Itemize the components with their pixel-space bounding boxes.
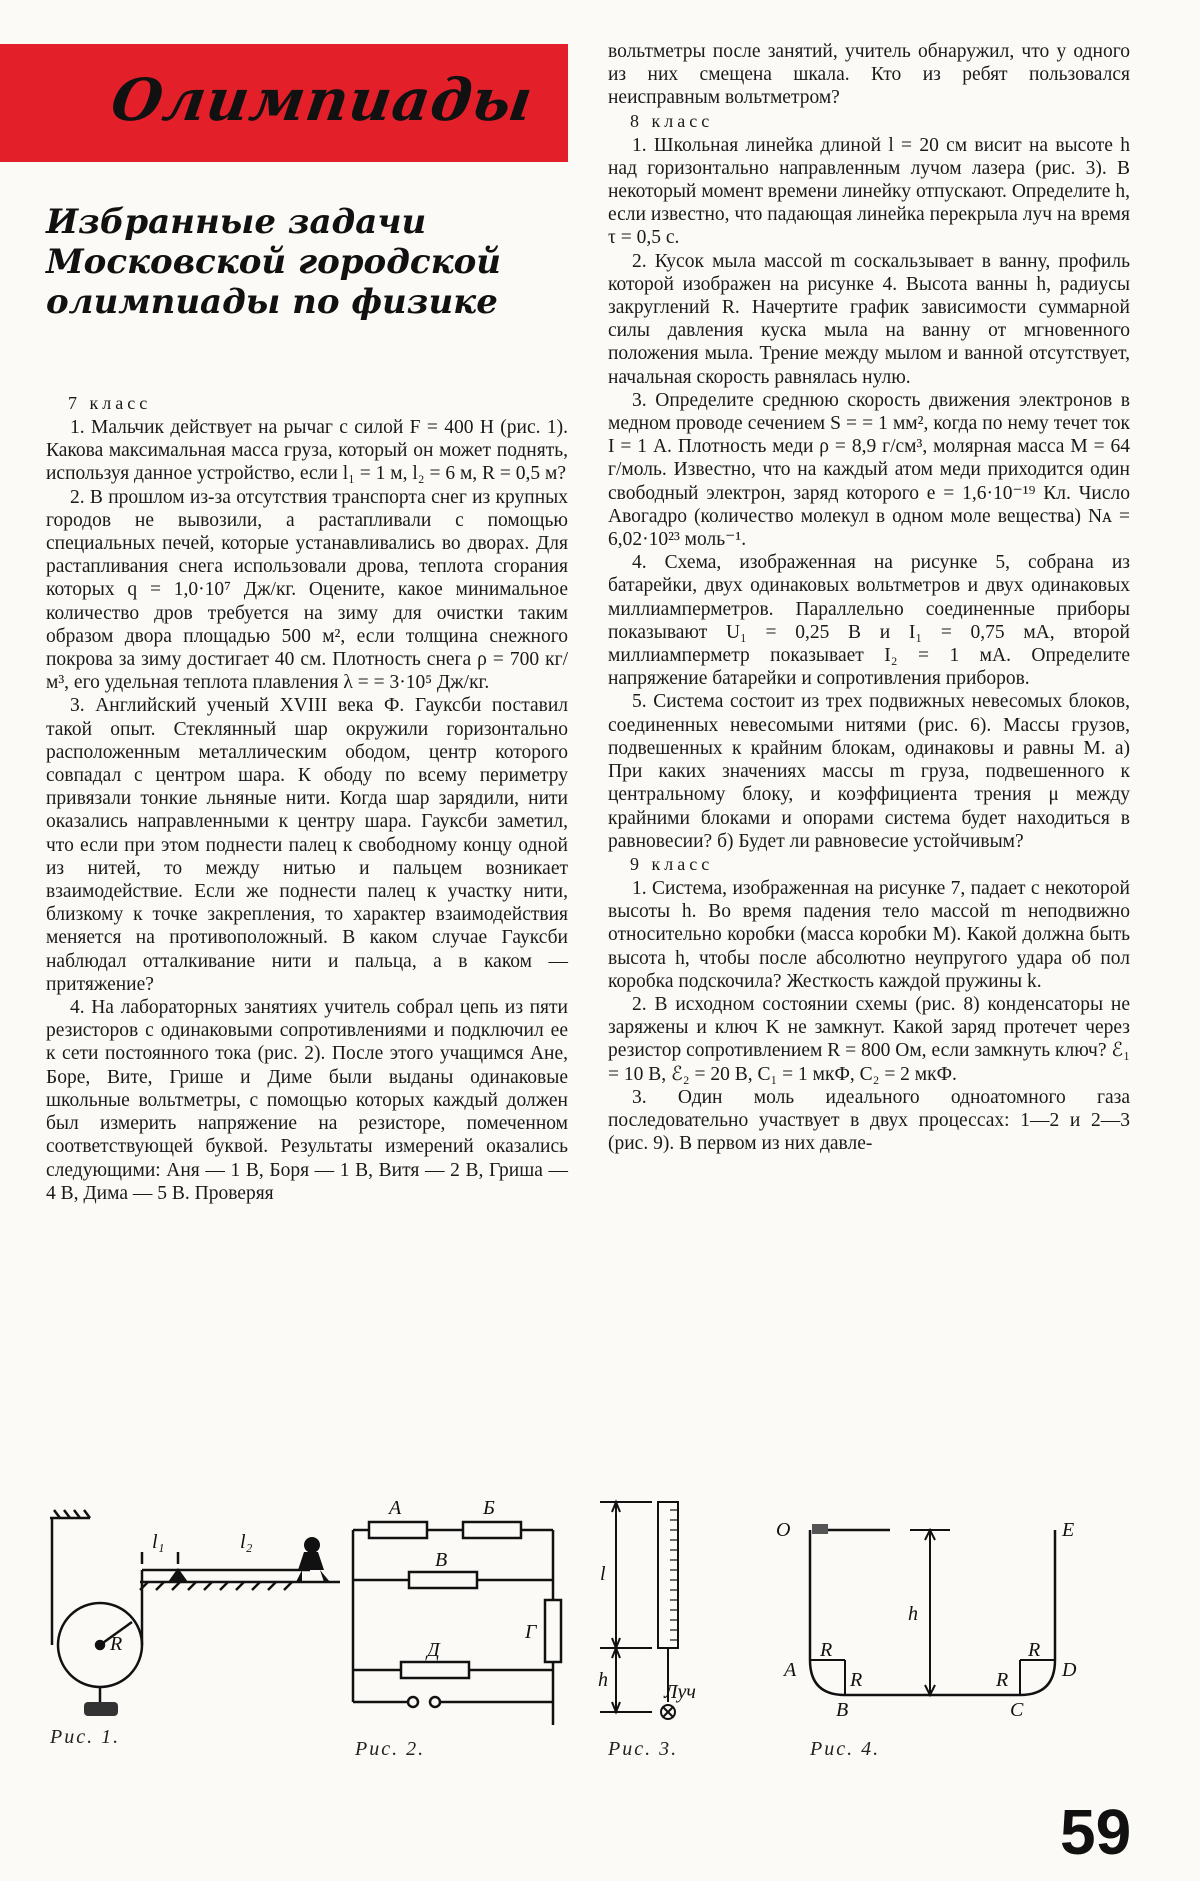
figure-4-label-R3: R bbox=[996, 1669, 1009, 1691]
article-title: Избранные задачи Московской городской олимпиады по физике bbox=[46, 202, 501, 322]
figure-4-label-R4: R bbox=[1028, 1639, 1041, 1661]
figure-4-label-D: D bbox=[1062, 1659, 1077, 1681]
figure-4-label-O: O bbox=[776, 1519, 791, 1541]
problem-9-2: 2. В исходном состоянии схемы (рис. 8) конденсаторы не заряжены и ключ K не замкнут. Какой заряд протечет через резистор сопротивлением R = 800 Ом, если замкнуть ключ? ℰ₁ = 10 В, ℰ₂ = 20 В, C₁ = 1 мкФ, C₂ = 2 мкФ. bbox=[608, 993, 1130, 1085]
figure-4-label-R1: R bbox=[820, 1639, 833, 1661]
figure-3-label-l: l bbox=[600, 1563, 606, 1585]
figure-1 bbox=[40, 1490, 340, 1748]
figure-4-label-A: A bbox=[784, 1659, 797, 1681]
figure-4-drawing bbox=[770, 1490, 1090, 1725]
problem-8-4: 4. Схема, изображенная на рисунке 5, собрана из батарейки, двух одинаковых вольтметров и двух одинаковых миллиамперметров. Параллельно соединенные приборы показывают U₁ = 0,25 В и I₁ = 0,75 мА, второй миллиамперметр показывает I₂ = 1 мА. Определите напряжение батарейки и сопротивления приборов. bbox=[608, 552, 1130, 690]
problem-7-3: 3. Английский ученый XVIII века Ф. Гауксби поставил такой опыт. Стеклянный шар окружили горизонтально расположенным металлическим ободом, центр которого совпадал с центром шара. К ободу по всему периметру привязали тонкие льняные нити. Когда шар зарядили, нити оказались направленными к центру шара. Гауксби заметил, что если при этом поднести палец к свободному концу одной из нитей, то между нитью и пальцем возникает взаимодействие. Если же поднести палец к участку нити, близкому к точке закрепления, то характер взаимодействия меняется на противоположный. В каком случае Гауксби наблюдал отталкивание нити и пальца, а в каком — притяжение? bbox=[46, 695, 568, 995]
page-number: 59 bbox=[1060, 1796, 1132, 1868]
problem-8-1: 1. Школьная линейка длиной l = 20 см висит на высоте h над горизонтально направленным лучом лазера (рис. 3). В некоторый момент времени линейку отпускают. Определите h, если известно, что падающая линейка перекрыла луч на время τ = 0,5 с. bbox=[608, 134, 1130, 249]
figure-2 bbox=[345, 1490, 565, 1760]
figure-3-caption: Рис. 3. bbox=[608, 1738, 679, 1760]
figure-1-drawing bbox=[40, 1490, 340, 1720]
grade-8-heading: 8 класс bbox=[630, 110, 714, 131]
figures-strip bbox=[0, 1490, 1200, 1790]
figure-3-label-beam: Луч bbox=[664, 1681, 696, 1703]
figure-4-label-E: E bbox=[1062, 1519, 1075, 1541]
figure-2-label-B: Б bbox=[483, 1497, 495, 1519]
right-column bbox=[608, 40, 1130, 1155]
problem-7-2: 2. В прошлом из-за отсутствия транспорта снег из крупных городов не вывозили, а растапливали с помощью специальных печей, которые устанавливались во дворах. Для растапливания снега использовали дрова, теплота сгорания которых q = 1,0·10⁷ Дж/кг. Оцените, какое минимальное количество дров требуется на зиму для очистки таким образом двора площадью 500 м², если толщина снежного покрова за зиму достигает 40 см. Плотность снега ρ = 700 кг/м³, его удельная теплота плавления λ = = 3·10⁵ Дж/кг. bbox=[46, 486, 568, 694]
figure-2-label-G: Г bbox=[525, 1621, 537, 1643]
left-column bbox=[46, 392, 568, 1205]
section-banner-title: Олимпиады bbox=[107, 66, 538, 134]
figure-1-label-l1: l₁ bbox=[152, 1531, 165, 1553]
figure-4-label-B: B bbox=[836, 1699, 849, 1721]
grade-9-heading: 9 класс bbox=[630, 853, 714, 874]
problem-7-1: 1. Мальчик действует на рычаг с силой F = 400 Н (рис. 1). Какова максимальная масса груза, который он может поднять, используя данное устройство, если l₁ = 1 м, l₂ = 6 м, R = 0,5 м? bbox=[46, 417, 568, 485]
problem-7-4: 4. На лабораторных занятиях учитель собрал цепь из пяти резисторов с одинаковыми сопротивлениями и подключил ее к сети постоянного тока (рис. 2). После этого учащимся Ане, Боре, Вите, Грише и Диме были выданы одинаковые школьные вольтметры, с помощью которых каждый должен был измерить напряжение на резисторе, помеченном соответствующей буквой. Результаты измерений оказались следующими: Аня — 1 В, Боря — 1 В, Витя — 2 В, Гриша — 4 В, Дима — 5 В. Проверяя bbox=[46, 997, 568, 1204]
figure-4-caption: Рис. 4. bbox=[810, 1738, 881, 1760]
figure-2-label-A: А bbox=[389, 1497, 402, 1519]
figure-1-label-R: R bbox=[110, 1633, 123, 1655]
problem-7-4-continued: вольтметры после занятий, учитель обнаружил, что у одного из них смещена шкала. Кто из ребят пользовался неисправным вольтметром? bbox=[608, 41, 1130, 109]
grade-7-heading: 7 класс bbox=[68, 393, 152, 413]
figure-3 bbox=[592, 1490, 722, 1760]
section-banner bbox=[0, 44, 568, 162]
figure-2-label-V: В bbox=[435, 1549, 448, 1571]
problem-8-5: 5. Система состоит из трех подвижных невесомых блоков, соединенных невесомыми нитями (рис. 6). Массы грузов, подвешенных к крайним блокам, одинаковы и равны M. а) При каких значениях массы m груза, подвешенного к центральному блоку, и коэффициента трения μ между крайними блоками и опорами система будет находиться в равновесии? б) Будет ли равновесие устойчивым? bbox=[608, 691, 1130, 852]
figure-4-label-C: C bbox=[1010, 1699, 1024, 1721]
figure-2-drawing bbox=[345, 1490, 565, 1725]
figure-2-label-D: Д bbox=[427, 1639, 440, 1661]
figure-4-label-h: h bbox=[908, 1603, 918, 1625]
problem-9-1: 1. Система, изображенная на рисунке 7, падает с некоторой высоты h. Во время падения тело массой m неподвижно относительно коробки (масса коробки M). Какой должна быть высота h, чтобы после абсолютно неупругого удара об пол коробка подскочила? Жесткость каждой пружины k. bbox=[608, 877, 1130, 992]
figure-3-drawing bbox=[592, 1490, 722, 1725]
figure-4 bbox=[770, 1490, 1090, 1760]
figure-3-label-h: h bbox=[598, 1669, 608, 1691]
figure-1-caption: Рис. 1. bbox=[50, 1726, 121, 1748]
figure-4-label-R2: R bbox=[850, 1669, 863, 1691]
figure-1-label-l2: l₂ bbox=[240, 1531, 253, 1553]
figure-2-caption: Рис. 2. bbox=[355, 1738, 426, 1760]
problem-8-3: 3. Определите среднюю скорость движения электронов в медном проводе сечением S = = 1 мм², когда по нему течет ток I = 1 А. Плотность меди ρ = 8,9 г/см³, молярная масса M = 64 г/моль. Известно, что на каждый атом меди приходится один свободный электрон, заряд которого e = 1,6·10⁻¹⁹ Кл. Число Авогадро (количество молекул в одном моле вещества) Nᴀ = 6,02·10²³ моль⁻¹. bbox=[608, 389, 1130, 551]
problem-9-3: 3. Один моль идеального одноатомного газа последовательно участвует в двух процессах: 1—2 и 2—3 (рис. 9). В первом из них давле- bbox=[608, 1086, 1130, 1155]
problem-8-2: 2. Кусок мыла массой m соскальзывает в ванну, профиль которой изображен на рисунке 4. Высота ванны h, радиусы закруглений R. Начертите график зависимости суммарной силы давления куска мыла на ванну от мгновенного положения мыла. Трение между мылом и ванной отсутствует, начальная скорость равнялась нулю. bbox=[608, 250, 1130, 388]
